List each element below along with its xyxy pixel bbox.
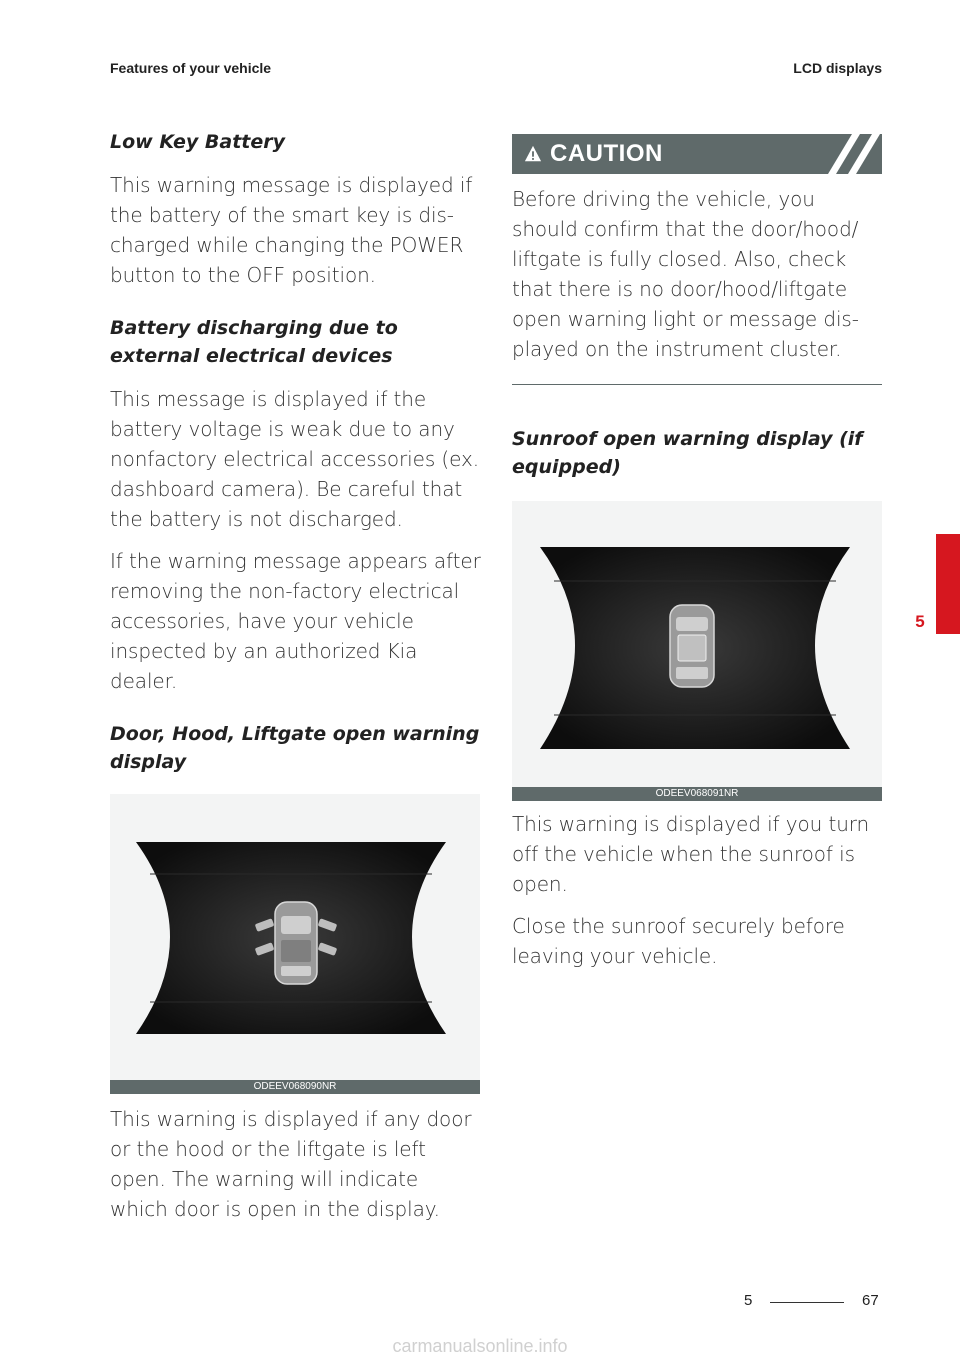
footer-divider [770, 1302, 844, 1303]
heading-sunroof-warning: Sunroof open warning display (if equipped) [512, 428, 863, 478]
heading-low-key-battery: Low Key Battery [110, 131, 286, 153]
caution-label: CAUTION [550, 140, 663, 167]
watermark: carmanualsonline.info [392, 1336, 568, 1356]
heading-door-hood-liftgate: Door, Hood, Liftgate open warning display [110, 723, 480, 773]
right-column [512, 134, 882, 971]
door-open-display-figure [110, 794, 480, 1094]
door-open-display-illustration [110, 794, 480, 1080]
figure-caption: ODEEV068090NR [110, 1080, 480, 1094]
running-header-chapter: LCD displays [793, 60, 882, 76]
paragraph-sunroof-warning: This warning is displayed if you turn off the vehicle when the sunroof is open. [512, 812, 870, 896]
caution-end-rule [512, 384, 882, 385]
footer-page-number: 67 [862, 1292, 879, 1309]
figure-caption: ODEEV068091NR [512, 787, 882, 801]
footer-chapter-number: 5 [744, 1292, 753, 1309]
paragraph-low-key-battery: This warning message is displayed if the battery of the smart key is dis-charged while changing the POWER button to the OFF position. [110, 173, 473, 287]
caution-banner [512, 134, 882, 174]
sunroof-open-display-illustration [512, 501, 882, 787]
paragraph-remove-accessories: If the warning message appears after removing the non-factory electrical accessories, have your vehicle inspected by an authorized Kia dealer. [110, 549, 481, 693]
paragraph-close-sunroof: Close the sunroof securely before leaving your vehicle. [512, 914, 845, 968]
caution-slash-decoration [822, 134, 882, 174]
chapter-side-tab [936, 534, 960, 634]
paragraph-battery-voltage: This message is displayed if the battery voltage is weak due to any nonfactory electrical accessories (ex. dashboard camera). Be careful that the battery is not discharged. [110, 387, 479, 531]
running-header-section: Features of your vehicle [110, 60, 272, 76]
caution-text: Before driving the vehicle, you should confirm that the door/hood/ liftgate is fully closed. Also, check that there is no door/hood/liftgate open warning light or message dis-played on the instrument cluster. [512, 187, 859, 361]
chapter-side-number: 5 [915, 612, 925, 631]
left-column [110, 128, 482, 1224]
car-sunroof-icon [670, 605, 714, 687]
heading-battery-discharging: Battery discharging due to external electrical devices [110, 317, 398, 367]
paragraph-door-warning: This warning is displayed if any door or the hood or the liftgate is left open. The warning will indicate which door is open in the display. [110, 1107, 472, 1221]
sunroof-open-display-figure [512, 501, 882, 801]
warning-triangle-icon [524, 145, 542, 163]
